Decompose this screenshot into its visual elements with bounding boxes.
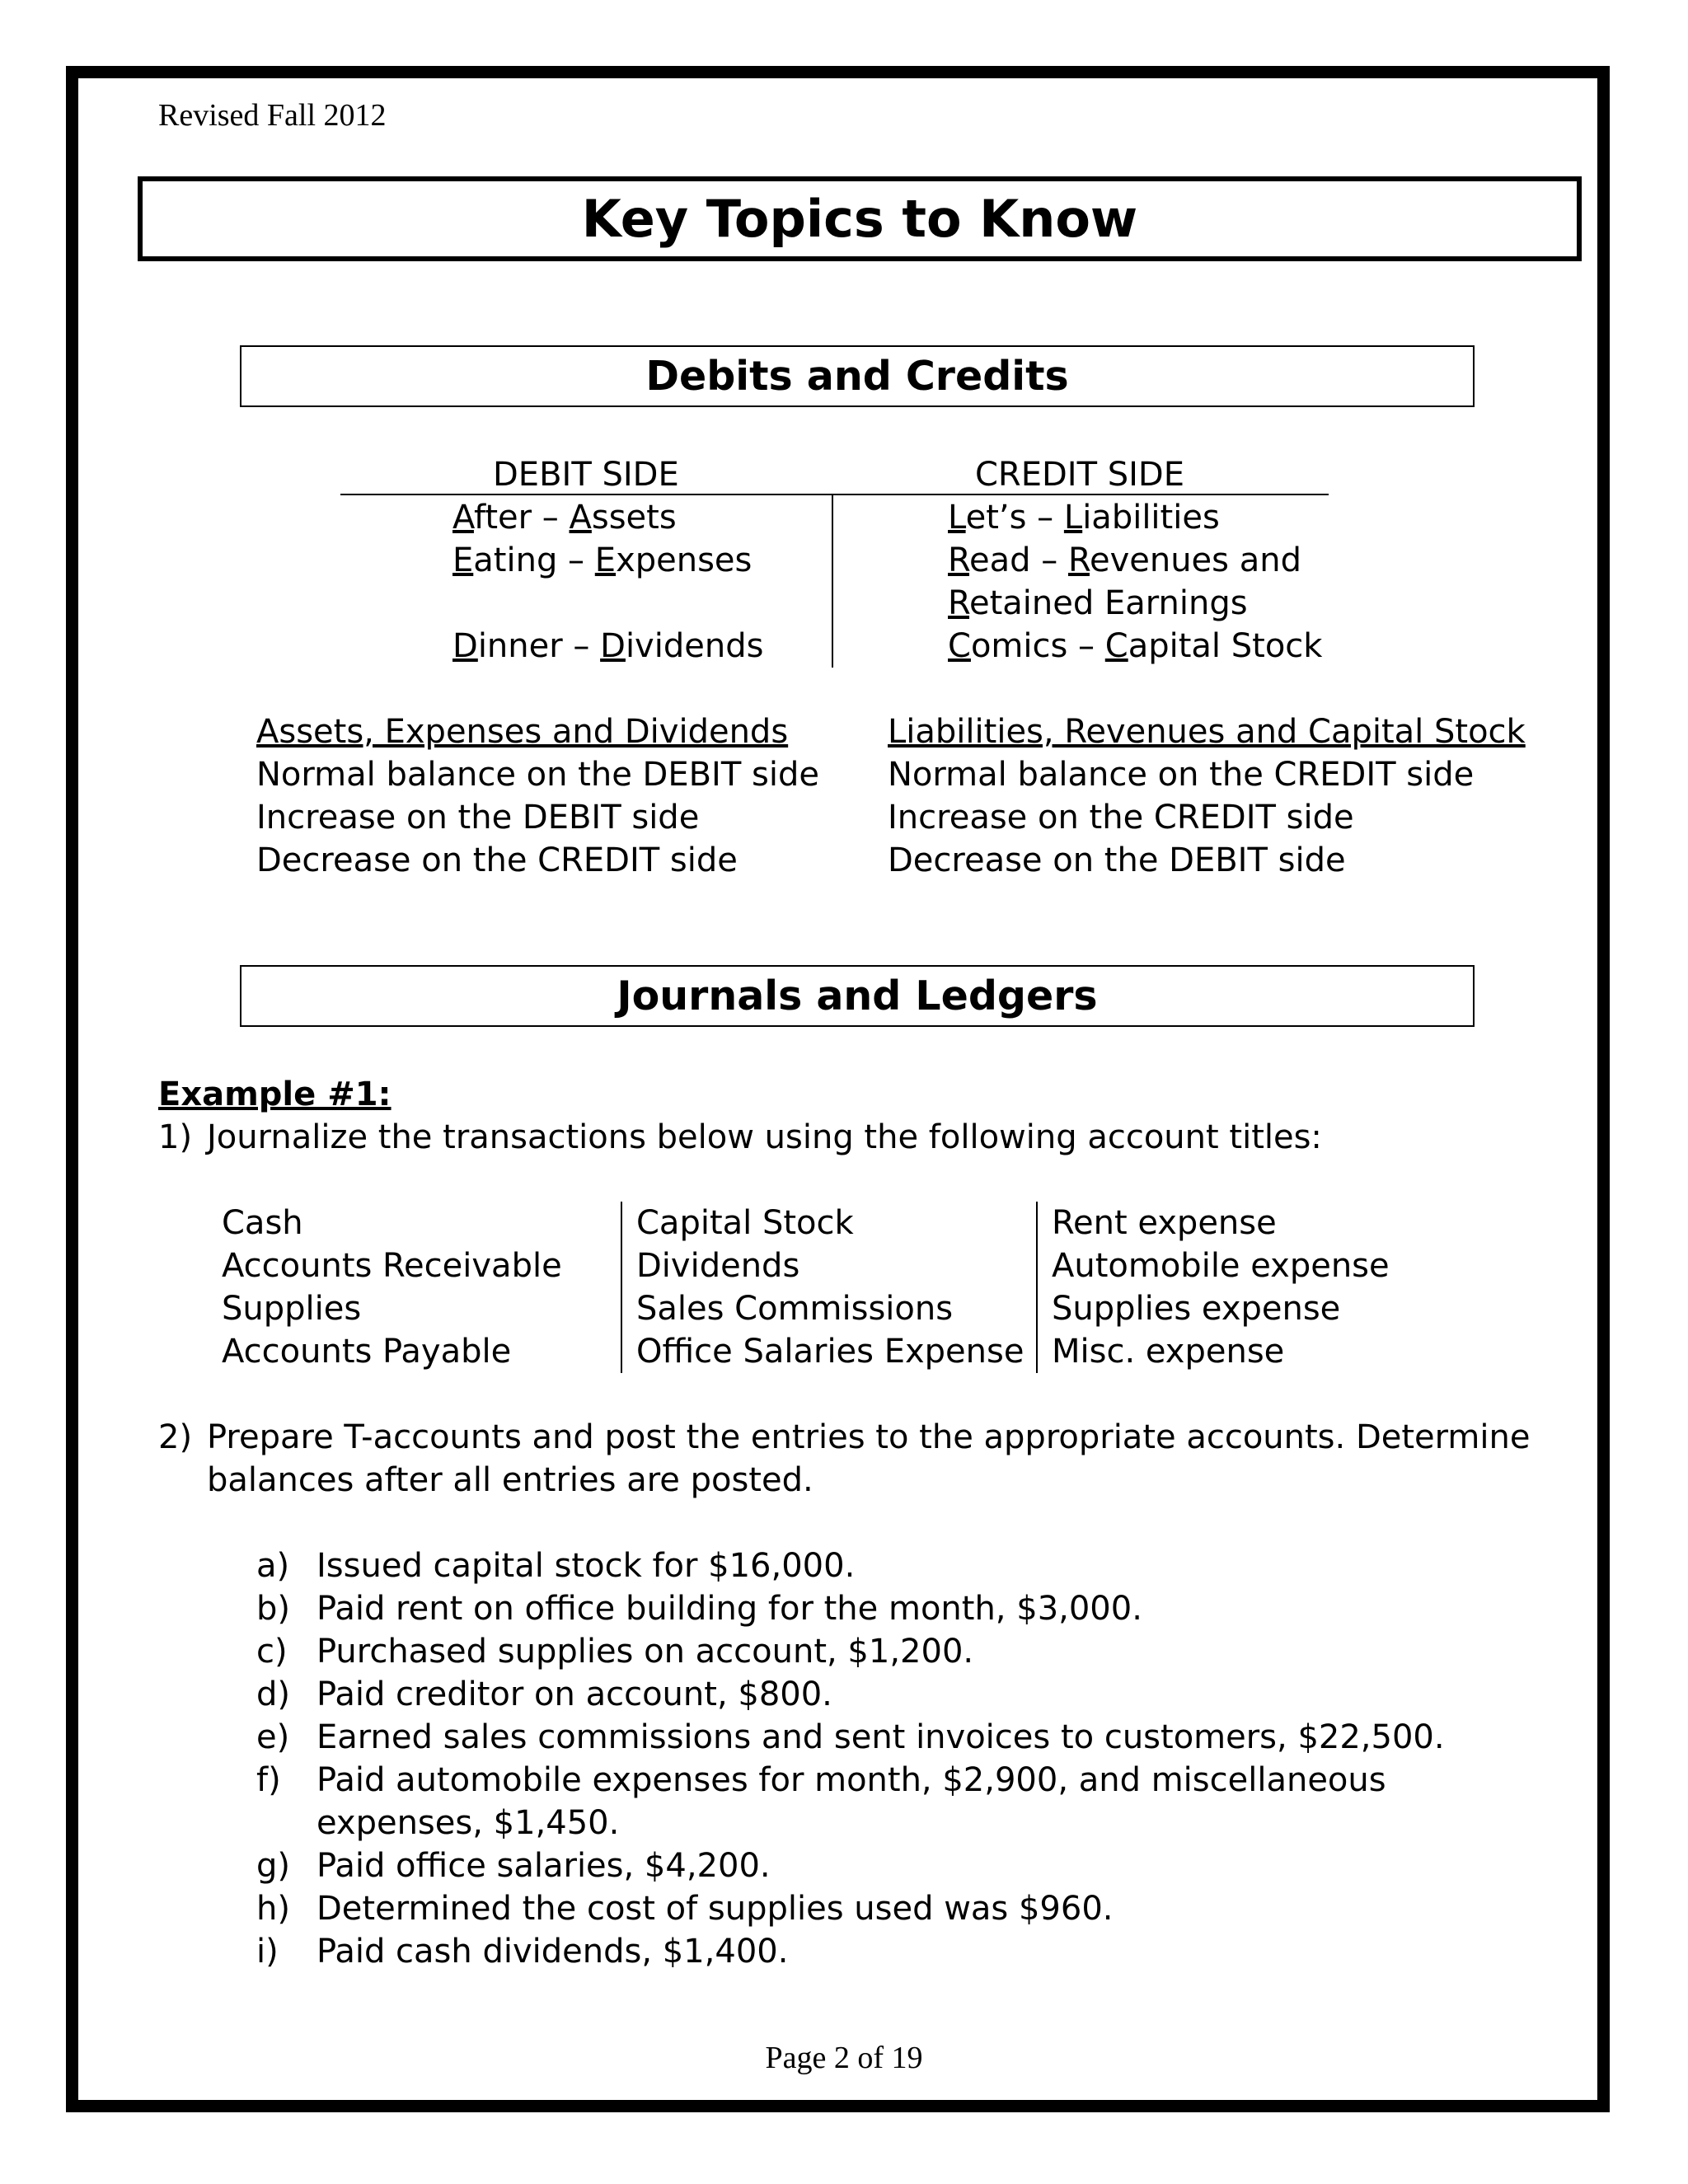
transaction-letter: g) <box>256 1847 290 1885</box>
account-title: Accounts Receivable <box>222 1247 562 1285</box>
t-account-vertical-rule <box>832 494 833 668</box>
account-title: Automobile expense <box>1052 1247 1390 1285</box>
transaction-letter: f) <box>256 1761 281 1799</box>
step-1-number: 1) <box>158 1118 193 1156</box>
credit-item: Comics – Capital Stock <box>948 627 1323 665</box>
account-title: Supplies <box>222 1290 362 1328</box>
left-rule-line: Normal balance on the DEBIT side <box>256 756 819 794</box>
account-title: Office Salaries Expense <box>636 1333 1025 1371</box>
debits-credits-heading: Debits and Credits <box>240 345 1475 407</box>
right-rule-line: Increase on the CREDIT side <box>888 799 1354 837</box>
transaction-letter: d) <box>256 1675 290 1713</box>
account-title: Misc. expense <box>1052 1333 1285 1371</box>
transaction-letter: b) <box>256 1590 290 1628</box>
page-title: Key Topics to Know <box>138 176 1582 261</box>
transaction-letter: e) <box>256 1718 290 1756</box>
step-2-text: Prepare T-accounts and post the entries to the appropriate accounts. Determine <box>207 1418 1531 1456</box>
right-rule-line: Normal balance on the CREDIT side <box>888 756 1475 794</box>
transaction-text: Purchased supplies on account, $1,200. <box>316 1633 974 1671</box>
transaction-letter: i) <box>256 1933 279 1971</box>
step-2-number: 2) <box>158 1418 193 1456</box>
debit-item: After – Assets <box>452 499 677 537</box>
credit-item: Let’s – Liabilities <box>948 499 1220 537</box>
debit-item: Dinner – Dividends <box>452 627 764 665</box>
transaction-text: Determined the cost of supplies used was $960. <box>316 1890 1114 1928</box>
transaction-text: Paid office salaries, $4,200. <box>316 1847 771 1885</box>
credit-item: Read – Revenues and <box>948 541 1301 579</box>
revised-date: Revised Fall 2012 <box>158 98 387 133</box>
account-title: Sales Commissions <box>636 1290 954 1328</box>
t-account-horizontal-rule <box>340 494 1329 495</box>
accounts-column-divider <box>1036 1202 1038 1373</box>
example-label: Example #1: <box>158 1076 392 1113</box>
left-rule-line: Increase on the DEBIT side <box>256 799 700 837</box>
transaction-text: Paid automobile expenses for month, $2,900, and miscellaneous <box>316 1761 1386 1799</box>
debit-side-label: DEBIT SIDE <box>493 456 679 494</box>
step-1-text: Journalize the transactions below using the following account titles: <box>207 1118 1322 1156</box>
transaction-letter: a) <box>256 1547 290 1585</box>
account-title: Cash <box>222 1204 303 1242</box>
transaction-text: Paid cash dividends, $1,400. <box>316 1933 789 1971</box>
accounts-column-divider <box>621 1202 622 1373</box>
credit-side-label: CREDIT SIDE <box>975 456 1185 494</box>
step-2-text: balances after all entries are posted. <box>207 1461 814 1499</box>
journals-ledgers-heading: Journals and Ledgers <box>240 965 1475 1027</box>
transaction-text: Paid rent on office building for the month, $3,000. <box>316 1590 1142 1628</box>
transaction-letter: c) <box>256 1633 288 1671</box>
account-title: Rent expense <box>1052 1204 1277 1242</box>
transaction-text: Earned sales commissions and sent invoices to customers, $22,500. <box>316 1718 1445 1756</box>
transaction-text: Paid creditor on account, $800. <box>316 1675 832 1713</box>
account-title: Capital Stock <box>636 1204 854 1242</box>
left-rule-line: Decrease on the CREDIT side <box>256 841 738 879</box>
transaction-letter: h) <box>256 1890 290 1928</box>
account-title: Accounts Payable <box>222 1333 512 1371</box>
debit-item: Eating – Expenses <box>452 541 753 579</box>
account-title: Supplies expense <box>1052 1290 1341 1328</box>
credit-item: Retained Earnings <box>948 584 1248 622</box>
transaction-text: Issued capital stock for $16,000. <box>316 1547 856 1585</box>
right-rules-heading: Liabilities, Revenues and Capital Stock <box>888 713 1526 751</box>
page-number: Page 2 of 19 <box>765 2041 923 2075</box>
right-rule-line: Decrease on the DEBIT side <box>888 841 1346 879</box>
left-rules-heading: Assets, Expenses and Dividends <box>256 713 789 751</box>
account-title: Dividends <box>636 1247 800 1285</box>
transaction-text-continued: expenses, $1,450. <box>316 1804 620 1842</box>
